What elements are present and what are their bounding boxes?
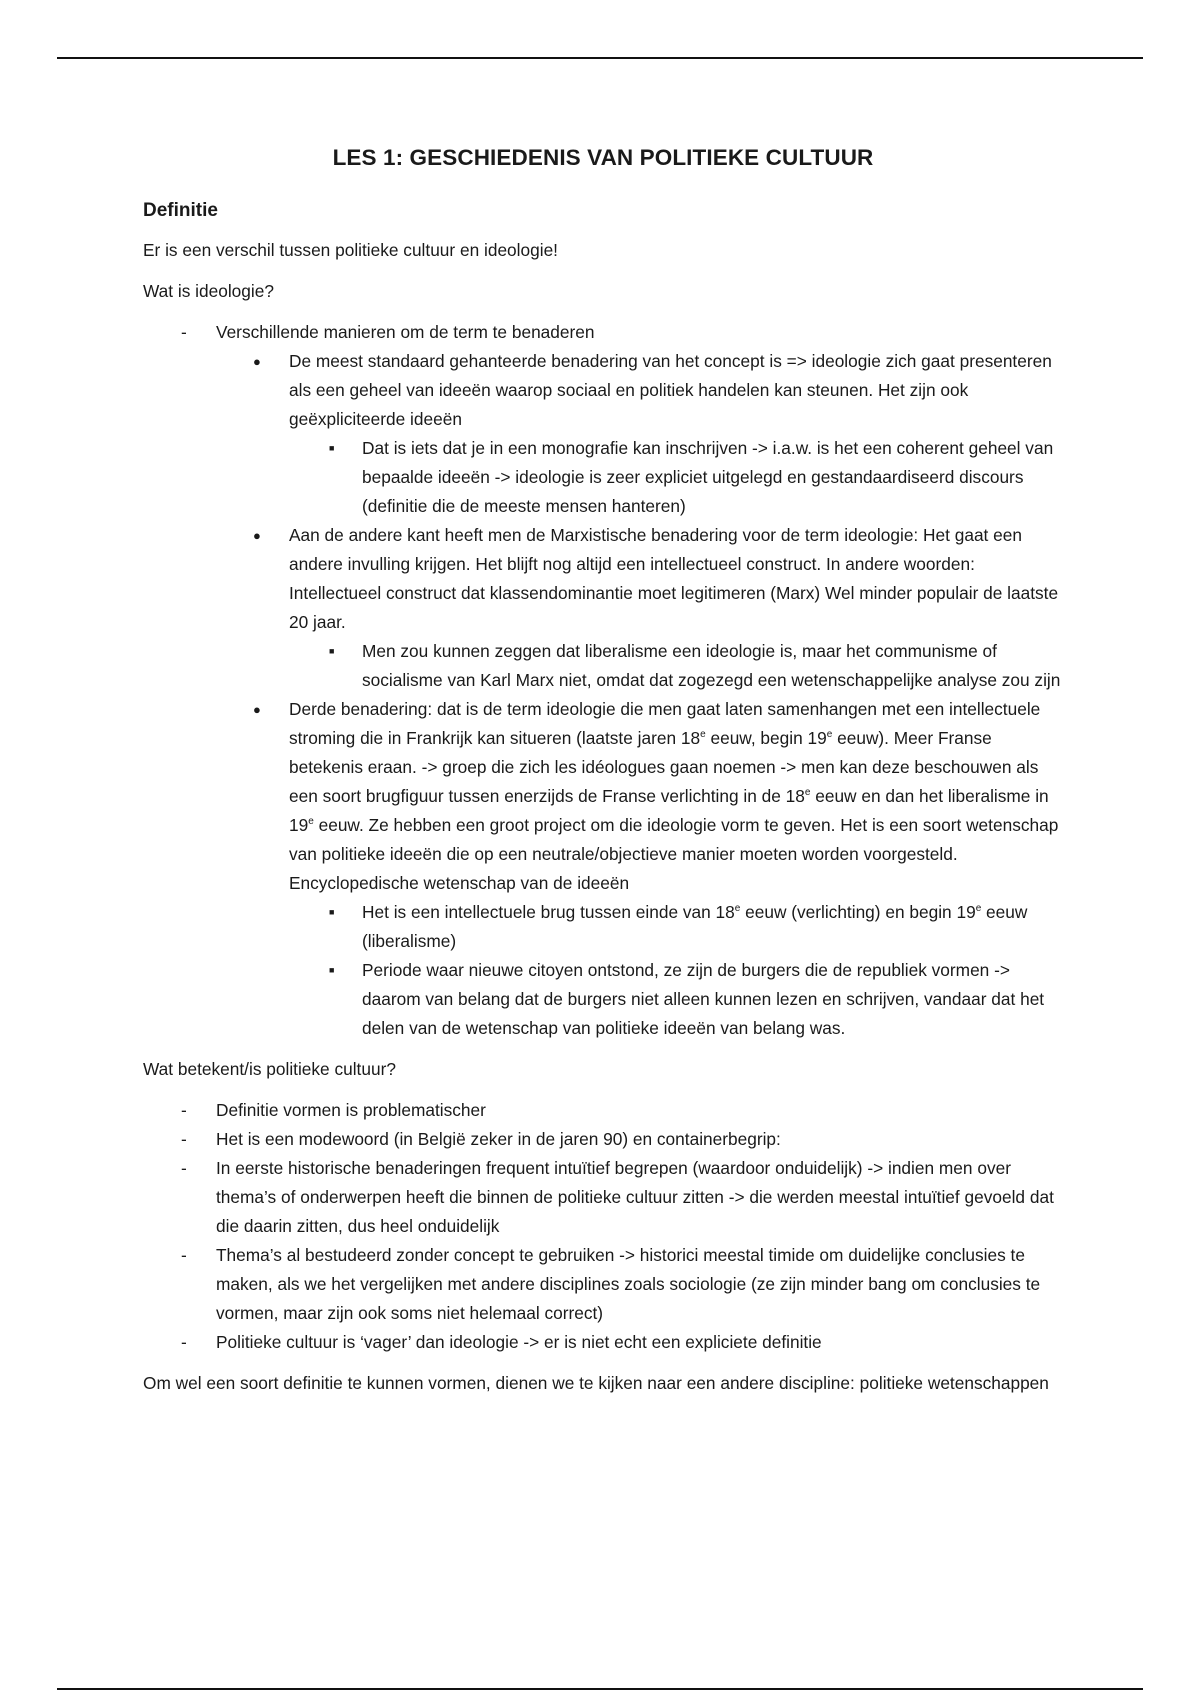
list-item: [216, 695, 1063, 1043]
square-marker: ■: [329, 646, 335, 656]
list-item-text: Men zou kunnen zeggen dat liberalisme een ideologie is, maar het communisme of socialisme van Karl Marx niet, omdat dat zogezegd een wetenschappelijke analyse zou zijn: [362, 641, 1061, 690]
bullet-marker: ●: [253, 528, 261, 543]
dash-marker: -: [181, 1100, 187, 1120]
list-item: [143, 318, 1063, 1043]
list-item-text: Derde benadering: dat is de term ideologie die men gaat laten samenhangen met een intellectuele stroming die in Frankrijk kan situeren (laatste jaren 18e eeuw, begin 19e eeuw). Meer Franse betekenis eraan. -> groep die zich les idéologues gaan noemen -> men kan deze beschouwen als een soort brugfiguur tussen enerzijds de Franse verlichting in de 18e eeuw en dan het liberalisme in 19e eeuw. Ze hebben een groot project om die ideologie vorm te geven. Het is een soort wetenschap van politieke ideeën die op een neutrale/objectieve manier moeten worden voorgesteld. Encyclopedische wetenschap van de ideeën: [289, 699, 1059, 893]
list-item-text: Periode waar nieuwe citoyen ontstond, ze zijn de burgers die de republiek vormen -> daarom van belang dat de burgers niet alleen kunnen lezen en schrijven, vandaar dat het delen van de wetenschap van politieke ideeën van belang was.: [362, 960, 1045, 1038]
list-item: [143, 1241, 1063, 1328]
list-item-text: Thema’s al bestudeerd zonder concept te gebruiken -> historici meestal timide om duidelijke conclusies te maken, als we het vergelijken met andere disciplines zoals sociologie (ze zijn minder bang om conclusies te vormen, maar zijn ook soms niet helemaal correct): [216, 1245, 1041, 1323]
list-item: [143, 1328, 1063, 1357]
list-item-text: Politieke cultuur is ‘vager’ dan ideologie -> er is niet echt een expliciete definitie: [216, 1332, 822, 1352]
page-title: LES 1: GESCHIEDENIS VAN POLITIEKE CULTUUR: [332, 145, 874, 170]
intro-paragraph: Er is een verschil tussen politieke cultuur en ideologie!: [143, 240, 558, 260]
list-item-text: Definitie vormen is problematischer: [216, 1100, 486, 1120]
list-item: [289, 637, 1063, 695]
footer-rule: [57, 1688, 1143, 1690]
bullet-marker: ●: [253, 354, 261, 369]
section-heading: Definitie: [143, 200, 218, 221]
list-item: [289, 956, 1063, 1043]
list-item: [143, 1125, 1063, 1154]
list-item: [143, 1096, 1063, 1125]
dash-marker: -: [181, 1332, 187, 1352]
dash-marker: -: [181, 1129, 187, 1149]
dash-marker: -: [181, 322, 187, 342]
list-item-text: De meest standaard gehanteerde benadering van het concept is => ideologie zich gaat presenteren als een geheel van ideeën waarop sociaal en politiek handelen kan steunen. Het zijn ook geëxpliciteerde ideeën: [289, 351, 1052, 429]
list-item: [289, 434, 1063, 521]
bullet-marker: ●: [253, 702, 261, 717]
closing-paragraph: Om wel een soort definitie te kunnen vormen, dienen we te kijken naar een andere discipline: politieke wetenschappen: [143, 1373, 1049, 1393]
list-item-text: Dat is iets dat je in een monografie kan inschrijven -> i.a.w. is het een coherent geheel van bepaalde ideeën -> ideologie is zeer expliciet uitgelegd en gestandaardiseerd discours (definitie die de meeste mensen hanteren): [362, 438, 1054, 516]
list-item: [216, 521, 1063, 695]
culture-list: [143, 1096, 1063, 1357]
list-item: [289, 898, 1063, 956]
dash-marker: -: [181, 1245, 187, 1265]
square-marker: ■: [329, 907, 335, 917]
list-item-text: In eerste historische benaderingen frequent intuïtief begrepen (waardoor onduidelijk) -> indien men over thema’s of onderwerpen heeft die binnen de politieke cultuur zitten -> die werden meestal intuïtief gevoeld dat die daarin zitten, dus heel onduidelijk: [216, 1158, 1054, 1236]
square-marker: ■: [329, 965, 335, 975]
document-page: [143, 140, 1063, 1410]
question-ideology: Wat is ideologie?: [143, 281, 274, 301]
dash-marker: -: [181, 1158, 187, 1178]
list-item: [143, 1154, 1063, 1241]
list-item-text: Verschillende manieren om de term te benaderen: [216, 322, 595, 342]
list-item-text: Het is een intellectuele brug tussen einde van 18e eeuw (verlichting) en begin 19e eeuw (liberalisme): [362, 902, 1028, 951]
ideology-list: [143, 318, 1063, 1043]
square-marker: ■: [329, 443, 335, 453]
list-item: [216, 347, 1063, 521]
list-item-text: Het is een modewoord (in België zeker in de jaren 90) en containerbegrip:: [216, 1129, 781, 1149]
list-item-text: Aan de andere kant heeft men de Marxistische benadering voor de term ideologie: Het gaat een andere invulling krijgen. Het blijft nog altijd een intellectueel construct. In andere woorden: Intellectueel construct dat klassendominantie moet legitimeren (Marx) Wel minder populair de laatste 20 jaar.: [289, 525, 1059, 632]
question-culture: Wat betekent/is politieke cultuur?: [143, 1059, 396, 1079]
header-rule: [57, 57, 1143, 59]
